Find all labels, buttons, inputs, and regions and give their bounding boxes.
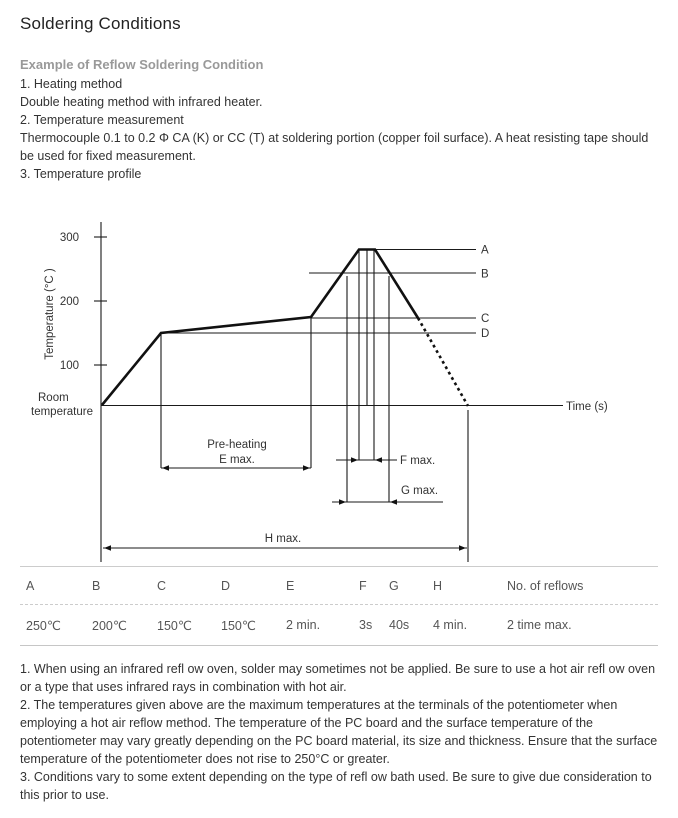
intro-line: Thermocouple 0.1 to 0.2 Φ CA (K) or CC (T) at soldering portion (copper foil surface). A heat resisting tape should be used for fixed measurement. — [20, 131, 649, 163]
column-header: H — [433, 578, 443, 593]
ref-label-c: C — [481, 313, 490, 325]
table-cell: 150℃ — [157, 618, 192, 633]
x-axis-title: Time (s) — [566, 401, 608, 413]
dimension-arrow-icon — [303, 465, 310, 470]
intro-line: Double heating method with infrared heater. — [20, 95, 263, 109]
dimension-arrow-icon — [351, 457, 358, 462]
ref-label-d: D — [481, 328, 490, 340]
column-header: E — [286, 578, 295, 593]
preheating-label-line2: E max. — [219, 454, 255, 466]
column-header: No. of reflows — [507, 578, 584, 593]
note: 3. Conditions vary to some extent depending on the type of refl ow bath used. Be sure to give due consideration to this prior to use. — [20, 770, 652, 802]
table-cell: 2 min. — [286, 618, 321, 632]
reflow-condition-table — [20, 566, 658, 646]
profile-dotted — [418, 318, 468, 406]
table-header-row — [20, 567, 658, 605]
g-max-label: G max. — [401, 485, 439, 497]
y-tick-label-100: 100 — [59, 360, 79, 372]
dimension-arrow-icon — [104, 545, 111, 550]
table-cell: 40s — [389, 618, 410, 632]
table-cell: 3s — [359, 618, 373, 632]
column-header: B — [92, 578, 101, 593]
table-cell: 2 time max. — [507, 618, 572, 632]
temperature-profile-svg — [0, 200, 678, 566]
page-title: Soldering Conditions — [20, 14, 181, 33]
origin-label-line1: Room — [38, 392, 69, 404]
origin-label-line2: temperature — [31, 406, 94, 418]
ref-label-a: A — [481, 244, 489, 257]
dimension-arrow-icon — [162, 465, 169, 470]
table-cell: 200℃ — [92, 618, 127, 633]
y-tick-label-200: 200 — [59, 296, 79, 308]
note: 2. The temperatures given above are the maximum temperatures at the terminals of the potentiometer when employing a hot air reflow method. The temperature of the PC board and the surface temperature of the potentiometer may vary greatly depending on the PC board material, its size and thickness. Ensure that the surface temperature of the potentiometer does not rise to 250°C or greater. — [20, 698, 658, 766]
table-cell: 4 min. — [433, 618, 468, 632]
y-tick-label-300: 300 — [59, 232, 79, 244]
column-header: D — [221, 578, 231, 593]
column-header: C — [157, 578, 167, 593]
notes — [20, 660, 661, 804]
column-header: A — [26, 578, 35, 593]
dimension-arrow-icon — [375, 457, 382, 462]
dimension-arrow-icon — [459, 545, 466, 550]
intro-text — [20, 75, 660, 183]
intro-line: 3. Temperature profile — [20, 167, 142, 181]
table-cell: 150℃ — [221, 618, 256, 633]
column-header: F — [359, 578, 367, 593]
temperature-profile-chart — [0, 200, 678, 566]
preheating-label-line1: Pre-heating — [207, 439, 267, 451]
column-header: G — [389, 578, 399, 593]
table-value-row — [20, 605, 658, 645]
dimension-arrow-icon — [339, 499, 346, 504]
note: 1. When using an infrared refl ow oven, solder may sometimes not be applied. Be sure to use a hot air refl ow oven or a type that uses infrared rays in combination with hot air. — [20, 662, 656, 694]
f-max-label: F max. — [400, 455, 436, 467]
intro-line: 2. Temperature measurement — [20, 113, 184, 127]
h-max-label: H max. — [264, 533, 302, 545]
table-cell: 250℃ — [26, 618, 61, 633]
dimension-arrow-icon — [390, 499, 397, 504]
intro-line: 1. Heating method — [20, 77, 123, 91]
section-heading: Example of Reflow Soldering Condition — [20, 57, 264, 72]
ref-label-b: B — [481, 268, 489, 281]
y-axis-title: Temperature (°C ) — [44, 268, 56, 360]
